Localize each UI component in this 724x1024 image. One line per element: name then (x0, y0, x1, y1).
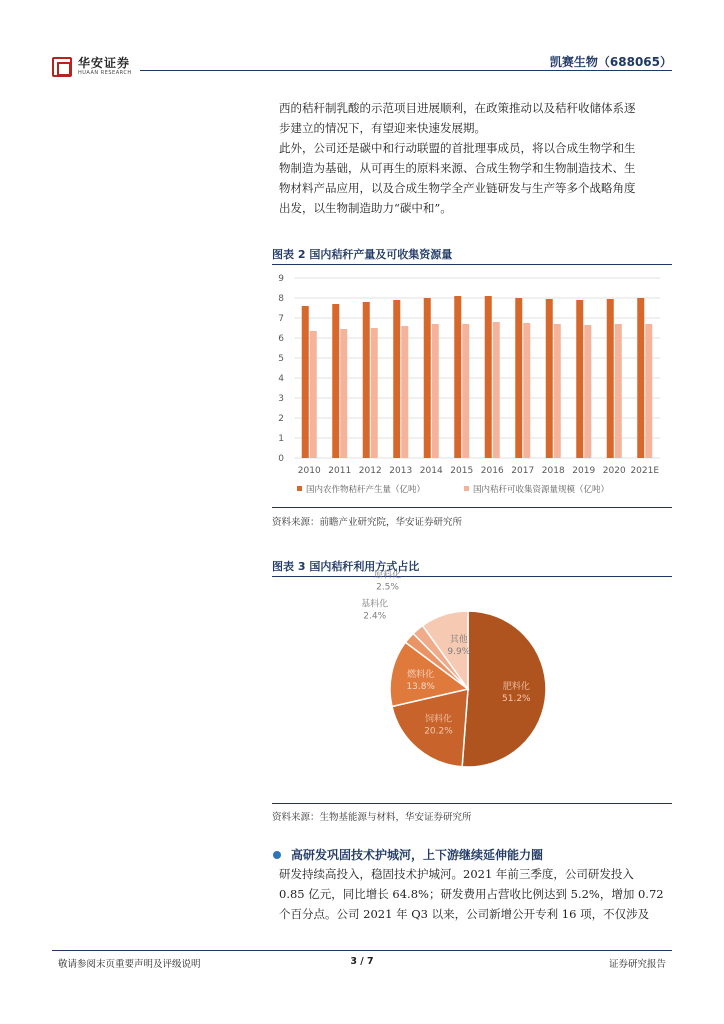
intro-paragraph (279, 98, 672, 218)
bar-production (515, 298, 522, 458)
y-tick-label: 2 (278, 414, 284, 424)
figure2-source: 资料来源：前瞻产业研究院，华安证券研究所 (272, 517, 463, 528)
pie-slice-value: 51.2% (502, 693, 531, 704)
bar-collectable (310, 331, 317, 458)
pie-slice-label: 基料化 (361, 599, 389, 610)
x-tick-label: 2016 (480, 466, 504, 476)
bar-collectable (371, 328, 378, 458)
section-line: 0.85 亿元，同比增长 64.8%；研发费用占营收比例达到 5.2%，增加 0.72 (279, 887, 664, 901)
pie-slice-value: 2.4% (363, 611, 387, 622)
bar-production (454, 296, 461, 458)
x-tick-label: 2020 (602, 466, 626, 476)
footer-report-type: 证券研究报告 (608, 959, 666, 970)
y-tick-label: 8 (278, 294, 284, 304)
pie-slice-value: 20.2% (424, 726, 453, 737)
bar-production (485, 296, 492, 458)
header-company-name: 凯赛生物（688065） (549, 55, 672, 69)
pie-slice-value: 2.5% (376, 582, 399, 593)
bar-collectable (493, 322, 500, 458)
figure2-title: 图表 2 国内秸秆产量及可收集资源量 (272, 248, 453, 261)
y-tick-label: 1 (278, 434, 284, 444)
x-tick-label: 2017 (511, 466, 535, 476)
intro-line: 物材料产品应用，以及合成生物学全产业链研发与生产等多个战略角度 (279, 181, 636, 195)
bar-collectable (615, 324, 622, 458)
bar-collectable (462, 324, 469, 458)
intro-line: 步建立的情况下，有望迎来快速发展期。 (279, 121, 486, 135)
bar-production (393, 300, 400, 458)
bar-chart (272, 266, 672, 506)
intro-line: 物制造为基础，从可再生的原料来源、合成生物学和生物制造技术、生 (279, 161, 636, 175)
legend-swatch (297, 486, 302, 491)
pie-slice-label: 原料化 (374, 570, 402, 581)
figure2-bottom-rule (272, 507, 672, 508)
pie-slice-label: 饲料化 (425, 714, 453, 725)
bar-collectable (401, 326, 408, 458)
x-tick-label: 2015 (450, 466, 474, 476)
logo-text-en: HUAAN RESEARCH (78, 70, 132, 76)
bar-production (576, 300, 583, 458)
section-line: 个百分点。公司 2021 年 Q3 以来，公司新增公开专利 16 项，不仅涉及 (279, 907, 650, 921)
bar-production (302, 306, 309, 458)
bar-collectable (584, 325, 591, 458)
y-tick-label: 0 (278, 454, 284, 464)
y-tick-label: 3 (278, 394, 284, 404)
figure3-source: 资料来源：生物基能源与材料，华安证券研究所 (272, 812, 472, 823)
y-tick-label: 7 (278, 314, 284, 324)
figure3-bottom-rule (272, 803, 672, 804)
section-heading (273, 846, 543, 863)
company-logo (52, 57, 132, 77)
figure3-top-rule (272, 576, 672, 577)
section-heading-text: 高研发巩固技术护城河，上下游继续延伸能力圈 (291, 848, 544, 862)
intro-line: 此外，公司还是碳中和行动联盟的首批理事成员，将以合成生物学和生 (279, 141, 636, 155)
y-tick-label: 6 (278, 334, 284, 344)
x-tick-label: 2019 (572, 466, 596, 476)
footer-page-number: 3 / 7 (350, 956, 374, 967)
bar-collectable (523, 323, 530, 458)
bar-collectable (432, 324, 439, 458)
x-tick-label: 2018 (541, 466, 565, 476)
y-tick-label: 4 (278, 374, 284, 384)
x-tick-label: 2014 (419, 466, 443, 476)
section-paragraph (279, 864, 672, 924)
legend-label: 国内秸秆可收集资源量规模（亿吨） (473, 485, 610, 495)
pie-slice-label: 燃料化 (407, 670, 435, 681)
logo-text-cn: 华安证券 (78, 56, 131, 70)
bar-production (607, 299, 614, 458)
bullet-dot-icon (273, 851, 281, 859)
bar-production (637, 298, 644, 458)
y-tick-label: 5 (278, 354, 284, 364)
figure3-title: 图表 3 国内秸秆利用方式占比 (272, 560, 420, 573)
section-line: 研发持续高投入，稳固技术护城河。2021 年前三季度，公司研发投入 (279, 867, 634, 881)
x-tick-label: 2010 (297, 466, 321, 476)
footer-divider (52, 950, 672, 951)
bar-production (363, 302, 370, 458)
logo-seal-icon (52, 57, 72, 77)
bar-production (332, 304, 339, 458)
bar-production (424, 298, 431, 458)
legend-swatch (464, 486, 469, 491)
figure2-top-rule (272, 264, 672, 265)
x-tick-label: 2013 (389, 466, 413, 476)
pie-slice-label: 肥料化 (502, 681, 530, 692)
x-tick-label: 2011 (328, 466, 352, 476)
bar-collectable (645, 324, 652, 458)
intro-line: 出发，以生物制造助力“碳中和”。 (279, 201, 452, 215)
bar-collectable (340, 329, 347, 458)
legend-label: 国内农作物秸秆产生量（亿吨） (306, 485, 426, 495)
header-divider (140, 70, 672, 71)
pie-slice-label: 其他 (449, 635, 468, 646)
x-tick-label: 2012 (358, 466, 382, 476)
y-tick-label: 9 (278, 274, 284, 284)
pie-slice-value: 9.9% (447, 647, 471, 658)
footer-disclaimer: 敬请参阅末页重要声明及评级说明 (58, 959, 201, 970)
x-tick-label: 2021E (630, 466, 660, 476)
pie-slice-value: 13.8% (406, 682, 435, 693)
pie-chart (272, 570, 672, 800)
intro-line: 西的秸秆制乳酸的示范项目进展顺利，在政策推动以及秸秆收储体系逐 (279, 101, 636, 115)
bar-production (546, 299, 553, 458)
bar-collectable (554, 324, 561, 458)
